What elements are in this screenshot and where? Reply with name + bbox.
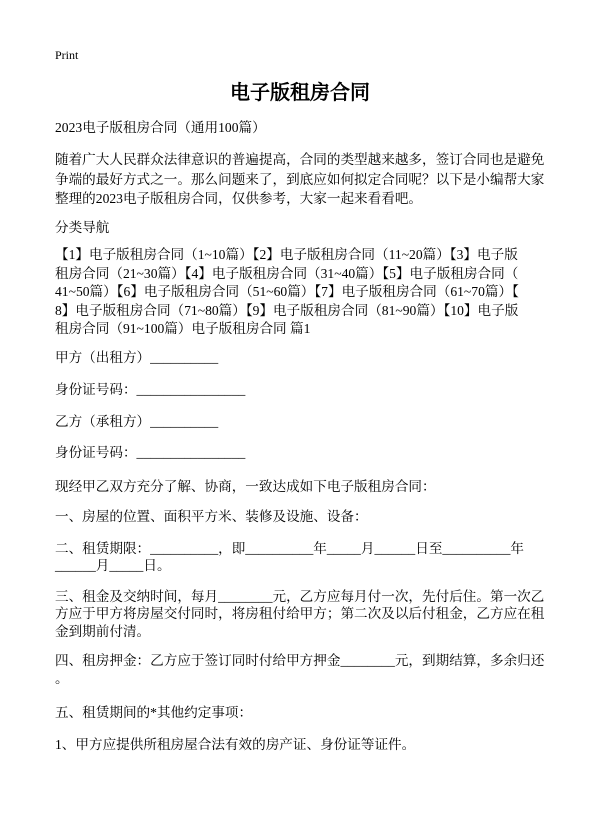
clause-line: 四、租房押金：乙方应于签订同时付给甲方押金________元，到期结算，多余归还 [55,653,545,668]
intro-line: 整理的2023电子版租房合同，仅供参考，大家一起来看看吧。 [55,191,423,206]
clause-3-rent [55,588,550,641]
intro-line: 随着广大人民群众法律意识的普遍提高，合同的类型越来越多，签订合同也是避免 [55,152,545,167]
nav-line: 8】电子版租房合同（71~80篇）【9】电子版租房合同（81~90篇）【10】电子版 [55,302,519,318]
clause-line: 三、租金及交纳时间，每月________元，乙方应每月付一次，先付后住。第一次乙 [55,588,545,604]
document-title: 电子版租房合同 [230,82,370,104]
clause-1-location: 一、房屋的位置、面积平方米、装修及设施、设备： [55,509,368,524]
print-link[interactable]: Print [55,48,79,62]
nav-line: 41~50篇）【6】电子版租房合同（51~60篇）【7】电子版租房合同（61~70篇）【 [55,284,519,299]
intro-line: 争端的最好方式之一。那么问题来了，到底应如何拟定合同呢？以下是小编帮大家 [55,171,545,187]
clause-line: 方应于甲方将房屋交付同时，将房租付给甲方；第二次及以后付租金，乙方应在租 [55,606,545,621]
intro-paragraph [55,150,550,209]
party-a-id-field: 身份证号码：________________ [55,382,246,397]
nav-line: 租房合同（21~30篇）【4】电子版租房合同（31~40篇）【5】电子版租房合同（ [55,265,519,281]
contract-preamble: 现经甲乙双方充分了解、协商，一致达成如下电子版租房合同： [55,479,436,494]
clause-5-other-terms: 五、租赁期间的*其他约定事项： [55,705,253,720]
clause-2-lease-term [55,540,550,574]
document-subtitle: 2023电子版租房合同（通用100篇） [55,120,266,135]
clause-line: 金到期前付清。 [55,623,151,639]
nav-line: 租房合同（91~100篇）电子版租房合同 篇1 [55,321,311,336]
clause-line: 二、租赁期限：__________，即__________年_____月______日至__________年 [55,540,524,556]
party-b-id-field: 身份证号码：________________ [55,445,246,460]
category-nav-heading: 分类导航 [55,220,110,235]
party-b-field: 乙方（承租方）__________ [55,414,219,429]
nav-line: 【1】电子版租房合同（1~10篇）【2】电子版租房合同（11~20篇）【3】电子版 [55,247,518,262]
clause-line: 。 [55,671,69,686]
clause-4-deposit [55,652,550,688]
term-item-1: 1、甲方应提供所租房屋合法有效的房产证、身份证等证件。 [55,737,416,752]
party-a-field: 甲方（出租方）__________ [55,350,219,365]
clause-line: ______月_____日。 [55,557,171,573]
category-nav [55,246,550,339]
